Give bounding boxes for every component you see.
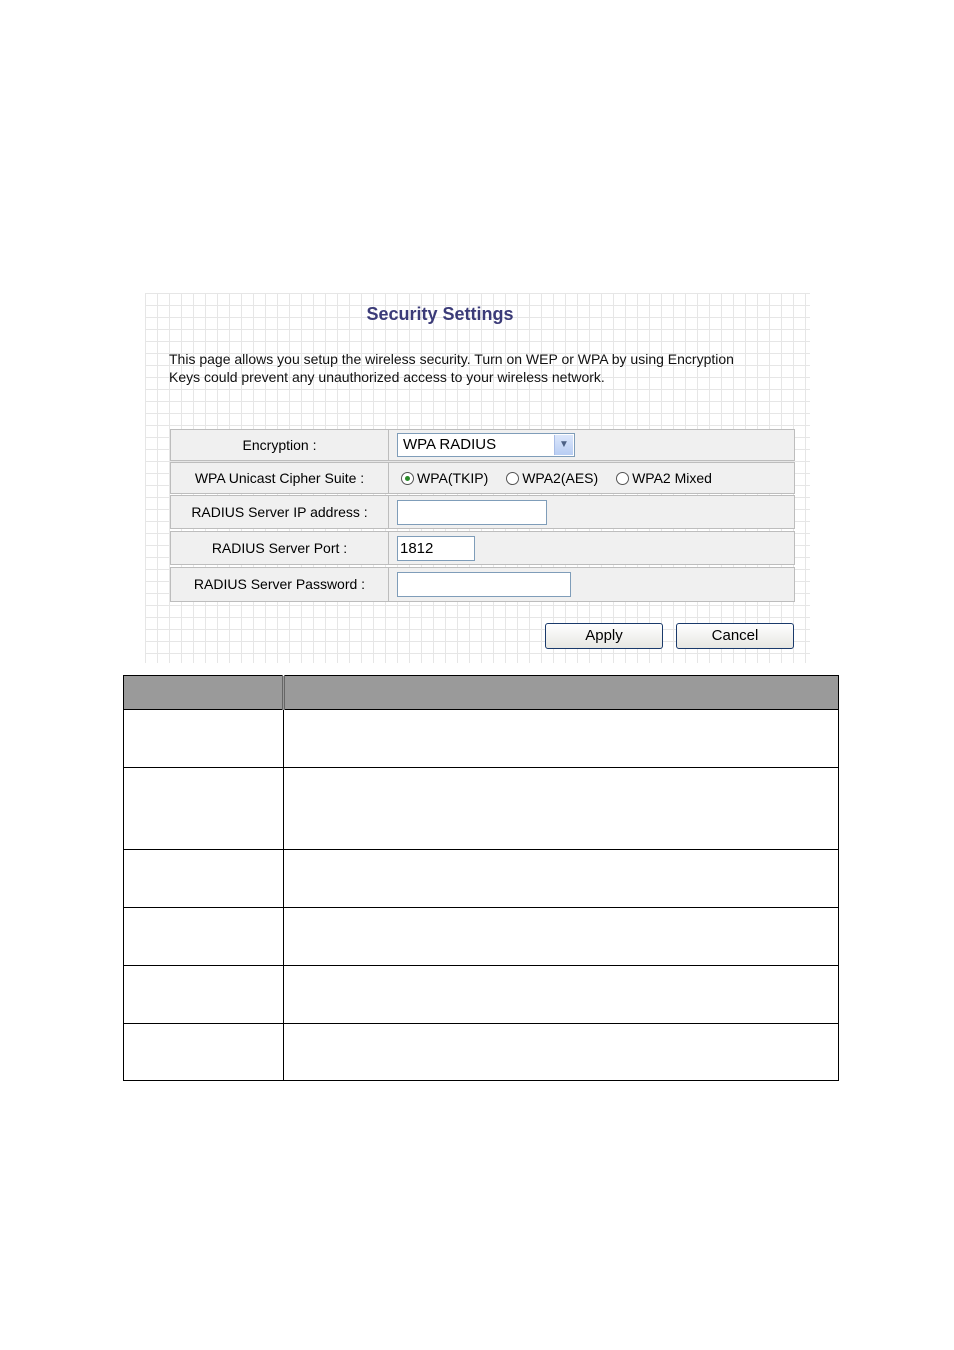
radius-port-label: RADIUS Server Port : (171, 532, 389, 564)
cipher-suite-row (170, 462, 795, 494)
radius-port-row (170, 531, 795, 565)
radio-unchecked-icon[interactable] (506, 472, 519, 485)
radius-password-row (170, 567, 795, 602)
table-row (124, 850, 839, 908)
table-cell (124, 908, 284, 966)
page-title: Security Settings (366, 304, 514, 324)
intro-line-2: Keys could prevent any unauthorized access to your wireless network. (169, 369, 605, 385)
encryption-label: Encryption : (171, 430, 389, 460)
table-cell (284, 908, 839, 966)
apply-button[interactable]: Apply (545, 623, 663, 649)
table-cell (124, 1024, 284, 1081)
cancel-button[interactable]: Cancel (676, 623, 794, 649)
table-cell (124, 768, 284, 850)
intro-text (169, 350, 789, 386)
chevron-down-icon[interactable]: ▼ (554, 435, 573, 455)
radius-password-label: RADIUS Server Password : (171, 568, 389, 601)
table-row (124, 966, 839, 1024)
table-cell (284, 768, 839, 850)
radius-ip-input[interactable] (397, 500, 547, 525)
radius-ip-row (170, 495, 795, 529)
table-row (124, 1024, 839, 1081)
table-cell (284, 710, 839, 768)
encryption-selected-value: WPA RADIUS (403, 436, 497, 453)
encryption-row (170, 429, 795, 461)
table-cell (124, 850, 284, 908)
table-header-cell (124, 676, 284, 710)
table-header-row (124, 676, 839, 710)
table-row (124, 768, 839, 850)
cipher-option-label: WPA2(AES) (522, 470, 599, 486)
table-row (124, 908, 839, 966)
table-cell (124, 966, 284, 1024)
security-settings-panel (145, 293, 810, 663)
encryption-select[interactable] (397, 433, 575, 457)
table-cell (284, 1024, 839, 1081)
cipher-option-aes[interactable] (506, 463, 598, 493)
table-row (124, 710, 839, 768)
radio-checked-icon[interactable] (401, 472, 414, 485)
cipher-option-label: WPA2 Mixed (632, 470, 712, 486)
cipher-option-label: WPA(TKIP) (417, 470, 489, 486)
radius-port-input[interactable]: 1812 (397, 536, 475, 561)
description-table (123, 675, 839, 1081)
radio-unchecked-icon[interactable] (616, 472, 629, 485)
table-cell (284, 850, 839, 908)
table-cell (124, 710, 284, 768)
table-cell (284, 966, 839, 1024)
radius-ip-label: RADIUS Server IP address : (171, 496, 389, 528)
intro-line-1: This page allows you setup the wireless security. Turn on WEP or WPA by using Encryption (169, 351, 734, 367)
cipher-suite-label: WPA Unicast Cipher Suite : (171, 463, 389, 493)
radius-password-input[interactable] (397, 572, 571, 597)
cipher-suite-radio-group (401, 463, 726, 493)
cipher-option-mixed[interactable] (616, 463, 712, 493)
cipher-option-tkip[interactable] (401, 463, 488, 493)
table-header-cell (284, 676, 839, 710)
